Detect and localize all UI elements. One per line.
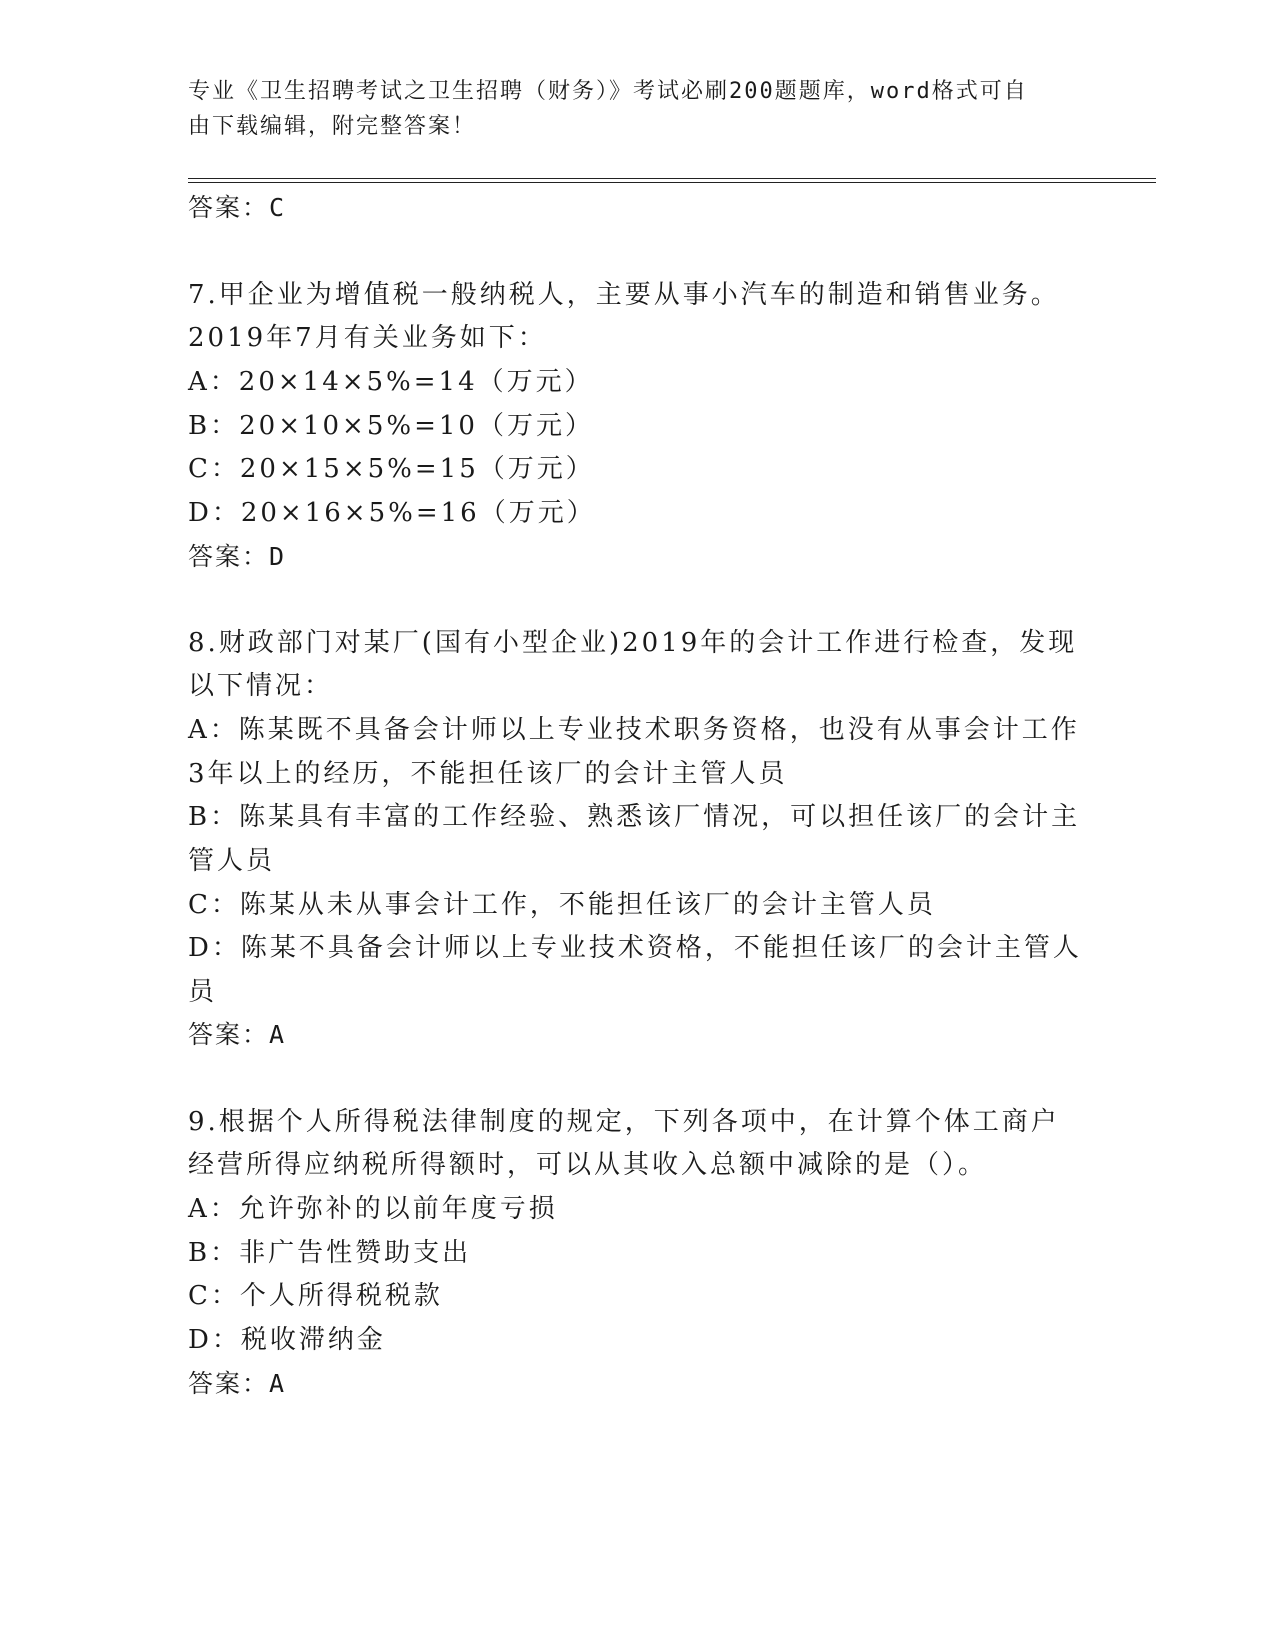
q9-option-c: C：个人所得税税款 (188, 1281, 443, 1311)
q8-option-a-line-1: A：陈某既不具备会计师以上专业技术职务资格，也没有从事会计工作 (188, 715, 1080, 745)
previous-answer: 答案：C (188, 193, 287, 222)
q8-option-d-line-2: 员 (188, 977, 218, 1007)
q9-option-d: D：税收滞纳金 (188, 1325, 386, 1355)
document-header (188, 74, 1068, 144)
q9-option-b: B：非广告性赞助支出 (188, 1238, 472, 1268)
header-line-1: 专业《卫生招聘考试之卫生招聘（财务）》考试必刷200题题库，word格式可自 (188, 79, 1028, 104)
header-line-2: 由下载编辑，附完整答案！ (188, 114, 477, 139)
header-divider-top (188, 178, 1156, 179)
q8-option-b-line-2: 管人员 (188, 846, 276, 876)
q7-option-b: B：20×10×5%=10（万元） (188, 411, 594, 441)
q9-answer: 答案：A (188, 1369, 287, 1398)
q7-stem-line-2: 2019年7月有关业务如下： (188, 323, 547, 353)
q8-answer: 答案：A (188, 1020, 287, 1049)
q8-option-b-line-1: B：陈某具有丰富的工作经验、熟悉该厂情况，可以担任该厂的会计主 (188, 802, 1081, 832)
q8-stem-line-2: 以下情况： (188, 671, 334, 701)
q9-stem-line-2: 经营所得应纳税所得额时，可以从其收入总额中减除的是（）。 (188, 1150, 988, 1180)
q8-option-d-line-1: D：陈某不具备会计师以上专业技术资格，不能担任该厂的会计主管人 (188, 933, 1082, 963)
q8-option-a-line-2: 3年以上的经历，不能担任该厂的会计主管人员 (188, 759, 788, 789)
q7-answer: 答案：D (188, 542, 287, 571)
q7-option-c: C：20×15×5%=15（万元） (188, 454, 595, 484)
header-divider-bottom (188, 182, 1156, 183)
q7-option-a: A：20×14×5%=14（万元） (188, 367, 594, 397)
q7-stem-line-1: 7.甲企业为增值税一般纳税人，主要从事小汽车的制造和销售业务。 (188, 280, 1060, 310)
q9-stem-line-1: 9.根据个人所得税法律制度的规定，下列各项中，在计算个体工商户 (188, 1107, 1060, 1137)
q8-stem-line-1: 8.财政部门对某厂(国有小型企业)2019年的会计工作进行检查，发现 (188, 628, 1078, 658)
q9-option-a: A：允许弥补的以前年度亏损 (188, 1194, 558, 1224)
q7-option-d: D：20×16×5%=16（万元） (188, 498, 596, 528)
q8-option-c: C：陈某从未从事会计工作，不能担任该厂的会计主管人员 (188, 890, 936, 920)
